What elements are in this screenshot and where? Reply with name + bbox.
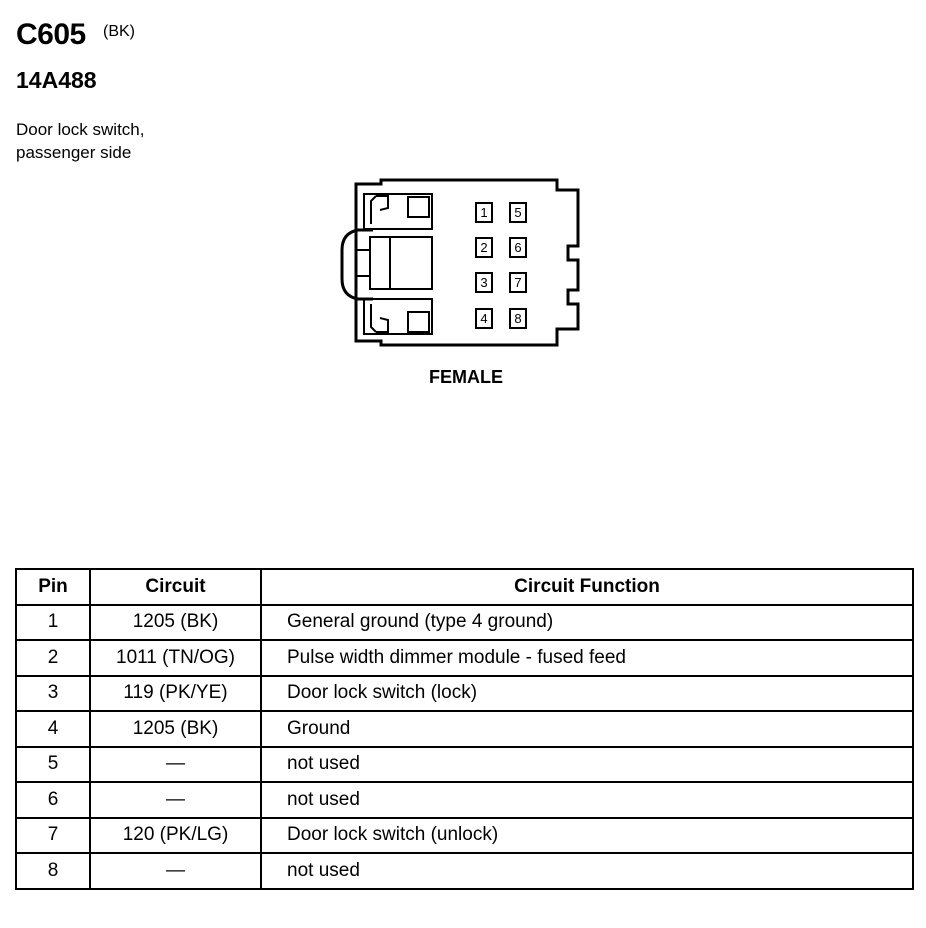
connector-description — [16, 118, 144, 164]
circuit-cell: 120 (PK/LG) — [90, 818, 261, 854]
function-cell: Ground — [261, 711, 913, 747]
pin-cell: 5 — [16, 747, 90, 783]
part-number: 14A488 — [16, 67, 97, 93]
connector-id: C605 — [16, 18, 86, 51]
function-cell: Door lock switch (unlock) — [261, 818, 913, 854]
connector-color-code: (BK) — [103, 23, 135, 40]
description-line: Door lock switch, — [16, 120, 145, 139]
column-header-pin: Pin — [16, 569, 90, 605]
pin-cell: 3 — [16, 676, 90, 712]
pin-cell: 2 — [16, 640, 90, 676]
table-row — [16, 711, 913, 747]
circuit-cell: 119 (PK/YE) — [90, 676, 261, 712]
table-row — [16, 676, 913, 712]
pin-label: 1 — [480, 205, 488, 220]
pin-cell: 6 — [16, 782, 90, 818]
circuit-cell: — — [90, 853, 261, 889]
function-cell: General ground (type 4 ground) — [261, 605, 913, 641]
table-row — [16, 747, 913, 783]
circuit-cell: 1205 (BK) — [90, 605, 261, 641]
function-cell: Pulse width dimmer module - fused feed — [261, 640, 913, 676]
description-line: passenger side — [16, 143, 132, 162]
table-row — [16, 853, 913, 889]
pin-label: 7 — [514, 275, 522, 290]
pin-label: 4 — [480, 311, 488, 326]
table-header-row — [16, 569, 913, 605]
function-cell: not used — [261, 747, 913, 783]
connector-gender-label: FEMALE — [429, 367, 503, 387]
connector-face-diagram — [320, 170, 590, 360]
pin-cell: 8 — [16, 853, 90, 889]
circuit-cell: 1205 (BK) — [90, 711, 261, 747]
column-header-circuit: Circuit — [90, 569, 261, 605]
pin-label: 6 — [514, 240, 522, 255]
pin-label: 5 — [514, 205, 522, 220]
function-cell: not used — [261, 782, 913, 818]
table-row — [16, 782, 913, 818]
table-row — [16, 605, 913, 641]
table-row — [16, 640, 913, 676]
pin-cell: 4 — [16, 711, 90, 747]
circuit-cell: — — [90, 782, 261, 818]
pin-label: 8 — [514, 311, 522, 326]
pin-label: 3 — [480, 275, 488, 290]
table-row — [16, 818, 913, 854]
column-header-function: Circuit Function — [261, 569, 913, 605]
circuit-cell: 1011 (TN/OG) — [90, 640, 261, 676]
function-cell: Door lock switch (lock) — [261, 676, 913, 712]
circuit-cell: — — [90, 747, 261, 783]
function-cell: not used — [261, 853, 913, 889]
pin-label: 2 — [480, 240, 488, 255]
pin-cell: 1 — [16, 605, 90, 641]
pinout-table — [15, 568, 914, 890]
pin-cell: 7 — [16, 818, 90, 854]
